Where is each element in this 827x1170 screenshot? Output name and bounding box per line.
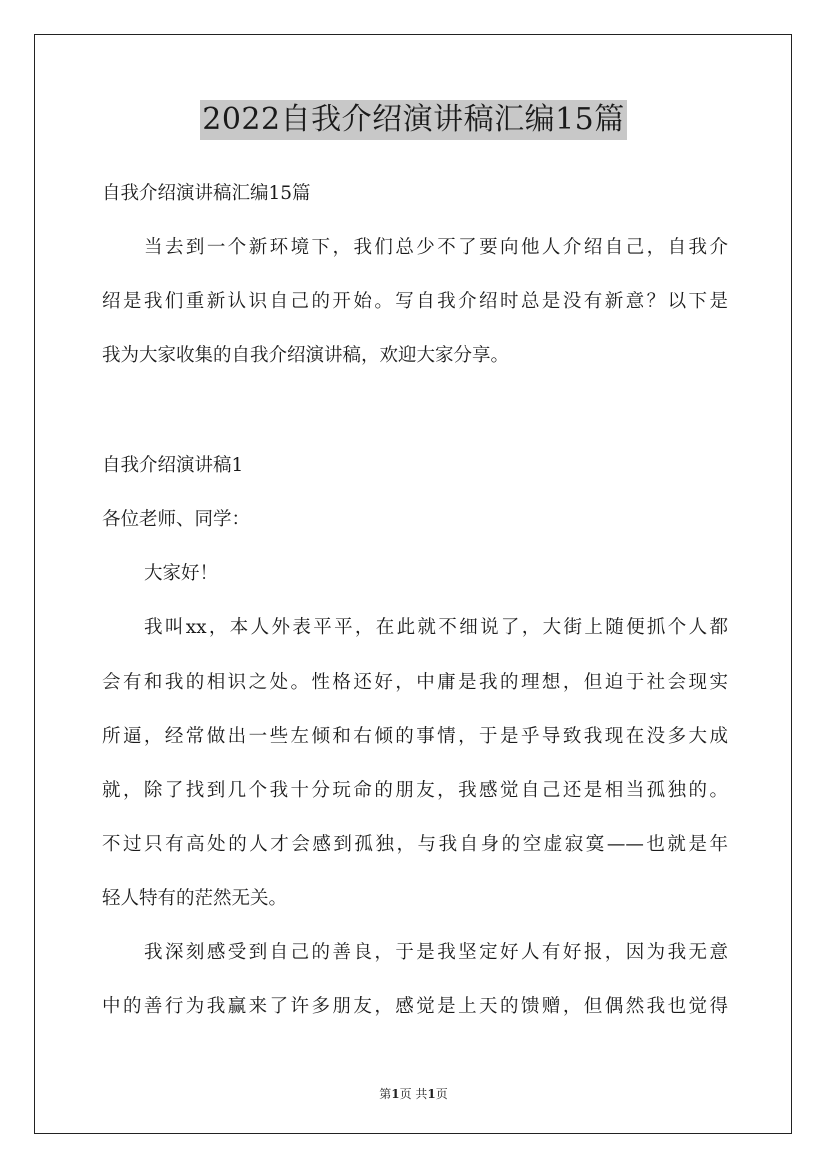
page-current: 1 (391, 1087, 400, 1101)
greeting-line: 大家好！ (144, 563, 219, 584)
page-prefix: 第 (379, 1087, 392, 1101)
paragraph-line: 中的善行为我赢来了许多朋友，感觉是上天的馈赠，但偶然我也觉得 (102, 996, 728, 1017)
paragraph-line: 我叫xx，本人外表平平，在此就不细说了，大街上随便抓个人都 (144, 617, 728, 638)
subtitle-line: 自我介绍演讲稿汇编15篇 (102, 183, 311, 204)
page-mid: 页 共 (399, 1087, 428, 1101)
section-heading: 自我介绍演讲稿1 (102, 455, 244, 476)
salutation-line: 各位老师、同学： (102, 509, 251, 530)
paragraph-line: 会有和我的相识之处。性格还好，中庸是我的理想，但迫于社会现实 (102, 672, 728, 693)
paragraph-line: 我为大家收集的自我介绍演讲稿，欢迎大家分享。 (102, 345, 510, 366)
paragraph-line: 不过只有高处的人才会感到孤独，与我自身的空虚寂寞——也就是年 (102, 834, 728, 855)
page-suffix: 页 (435, 1087, 448, 1101)
document-title-wrap (0, 100, 827, 140)
paragraph-line: 就，除了找到几个我十分玩命的朋友，我感觉自己还是相当孤独的。 (102, 780, 728, 801)
page-total: 1 (427, 1087, 436, 1101)
paragraph-line: 绍是我们重新认识自己的开始。写自我介绍时总是没有新意？以下是 (102, 291, 728, 312)
paragraph-line: 所逼，经常做出一些左倾和右倾的事情，于是乎导致我现在没多大成 (102, 726, 728, 747)
paragraph-line: 当去到一个新环境下，我们总少不了要向他人介绍自己，自我介 (144, 237, 728, 258)
document-title: 2022自我介绍演讲稿汇编15篇 (200, 100, 627, 140)
paragraph-line: 轻人特有的茫然无关。 (102, 888, 288, 909)
paragraph-line: 我深刻感受到自己的善良，于是我坚定好人有好报，因为我无意 (144, 942, 728, 963)
page-footer (0, 1085, 827, 1102)
